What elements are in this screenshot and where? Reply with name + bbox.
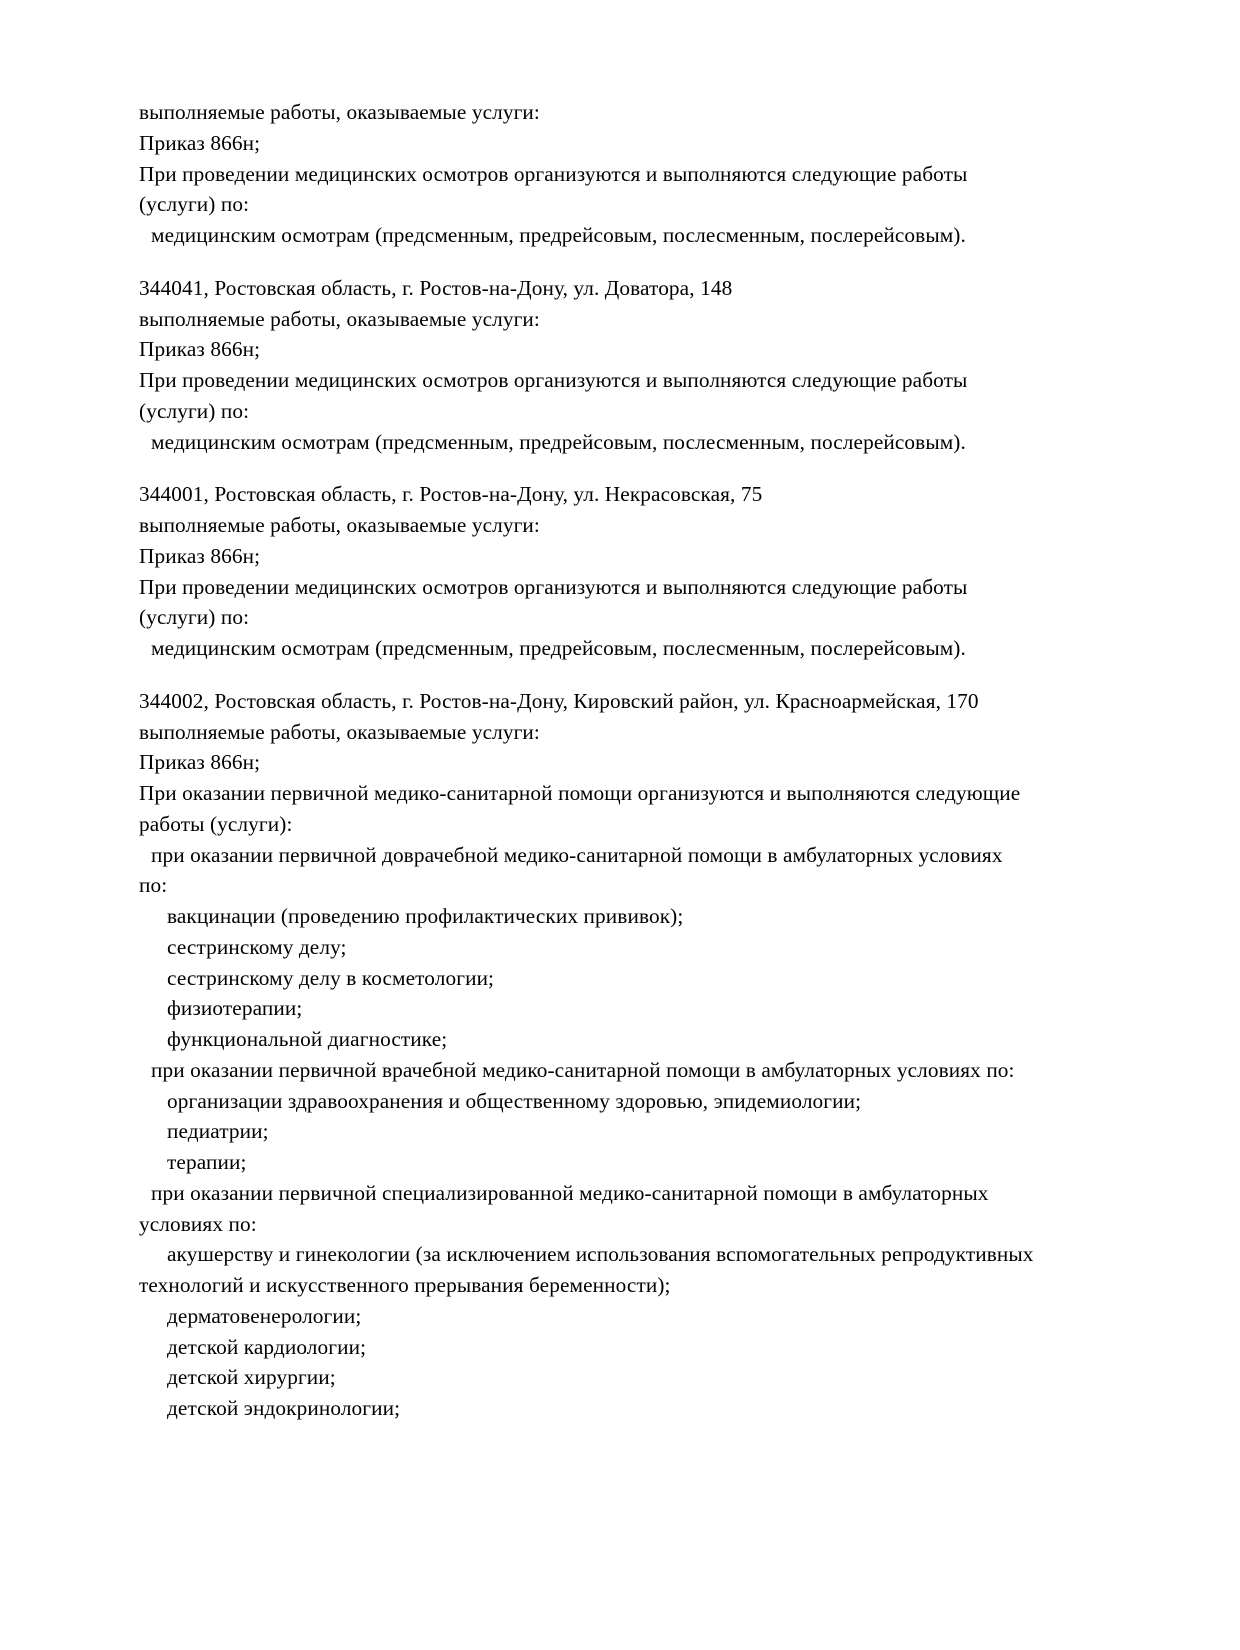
text-line: сестринскому делу; (167, 934, 347, 959)
text-line: 344002, Ростовская область, г. Ростов-на-Дону, Кировский район, ул. Красноармейская, 170 (139, 688, 979, 713)
section-address-dovatora-148 (139, 273, 1130, 458)
text-line: При проведении медицинских осмотров организуются и выполняются следующие работы (139, 161, 968, 186)
text-line: (услуги) по: (139, 192, 250, 217)
text-line: при оказании первичной врачебной медико-санитарной помощи в амбулаторных условиях по: (151, 1057, 1015, 1082)
section-address-krasnoarmeyskaya-170 (139, 686, 1130, 1424)
text-line: Приказ 866н; (139, 130, 261, 155)
text-line: физиотерапии; (167, 996, 303, 1021)
text-line: акушерству и гинекологии (за исключением использования вспомогательных репродуктивных (167, 1242, 1034, 1267)
license-services-text (139, 97, 1130, 1424)
text-line: выполняемые работы, оказываемые услуги: (139, 306, 540, 331)
text-line: детской хирургии; (167, 1365, 336, 1390)
text-line: сестринскому делу в косметологии; (167, 965, 495, 990)
text-line: медицинским осмотрам (предсменным, предрейсовым, послесменным, послерейсовым). (151, 636, 966, 660)
text-line: При оказании первичной медико-санитарной помощи организуются и выполняются следующие (139, 781, 1021, 805)
text-line: дерматовенерологии; (167, 1303, 362, 1328)
text-line: 344001, Ростовская область, г. Ростов-на-Дону, ул. Некрасовская, 75 (139, 482, 763, 507)
text-line: Приказ 866н; (139, 337, 261, 362)
text-line: по: (139, 873, 168, 898)
text-line: выполняемые работы, оказываемые услуги: (139, 719, 540, 744)
text-line: выполняемые работы, оказываемые услуги: (139, 100, 540, 124)
text-line: детской эндокринологии; (167, 1396, 401, 1420)
section-address-nekrasovskaya-75 (139, 479, 1130, 664)
text-line: условиях по: (139, 1211, 257, 1236)
text-line: терапии; (167, 1150, 247, 1174)
text-line: при оказании первичной специализированной медико-санитарной помощи в амбулаторных (151, 1180, 989, 1205)
text-line: функциональной диагностике; (167, 1027, 448, 1051)
text-line: организации здравоохранения и общественному здоровью, эпидемиологии; (167, 1088, 862, 1113)
text-line: медицинским осмотрам (предсменным, предрейсовым, послесменным, послерейсовым). (151, 429, 966, 454)
text-line: выполняемые работы, оказываемые услуги: (139, 513, 540, 537)
text-line: При проведении медицинских осмотров организуются и выполняются следующие работы (139, 574, 968, 599)
text-line: детской кардиологии; (167, 1334, 367, 1359)
text-line: (услуги) по: (139, 398, 250, 423)
text-line: Приказ 866н; (139, 750, 261, 775)
text-line: вакцинации (проведению профилактических прививок); (167, 904, 684, 928)
section-previous-address-continuation (139, 97, 1130, 251)
text-line: педиатрии; (167, 1119, 269, 1144)
text-line: технологий и искусственного прерывания беременности); (139, 1273, 671, 1297)
text-line: 344041, Ростовская область, г. Ростов-на-Дону, ул. Доватора, 148 (139, 275, 733, 300)
text-line: работы (услуги): (139, 811, 293, 836)
text-line: (услуги) по: (139, 605, 250, 630)
text-line: Приказ 866н; (139, 543, 261, 568)
text-line: при оказании первичной доврачебной медико-санитарной помощи в амбулаторных условиях (151, 842, 1003, 867)
text-line: При проведении медицинских осмотров организуются и выполняются следующие работы (139, 368, 968, 392)
text-line: медицинским осмотрам (предсменным, предрейсовым, послесменным, послерейсовым). (151, 223, 966, 247)
